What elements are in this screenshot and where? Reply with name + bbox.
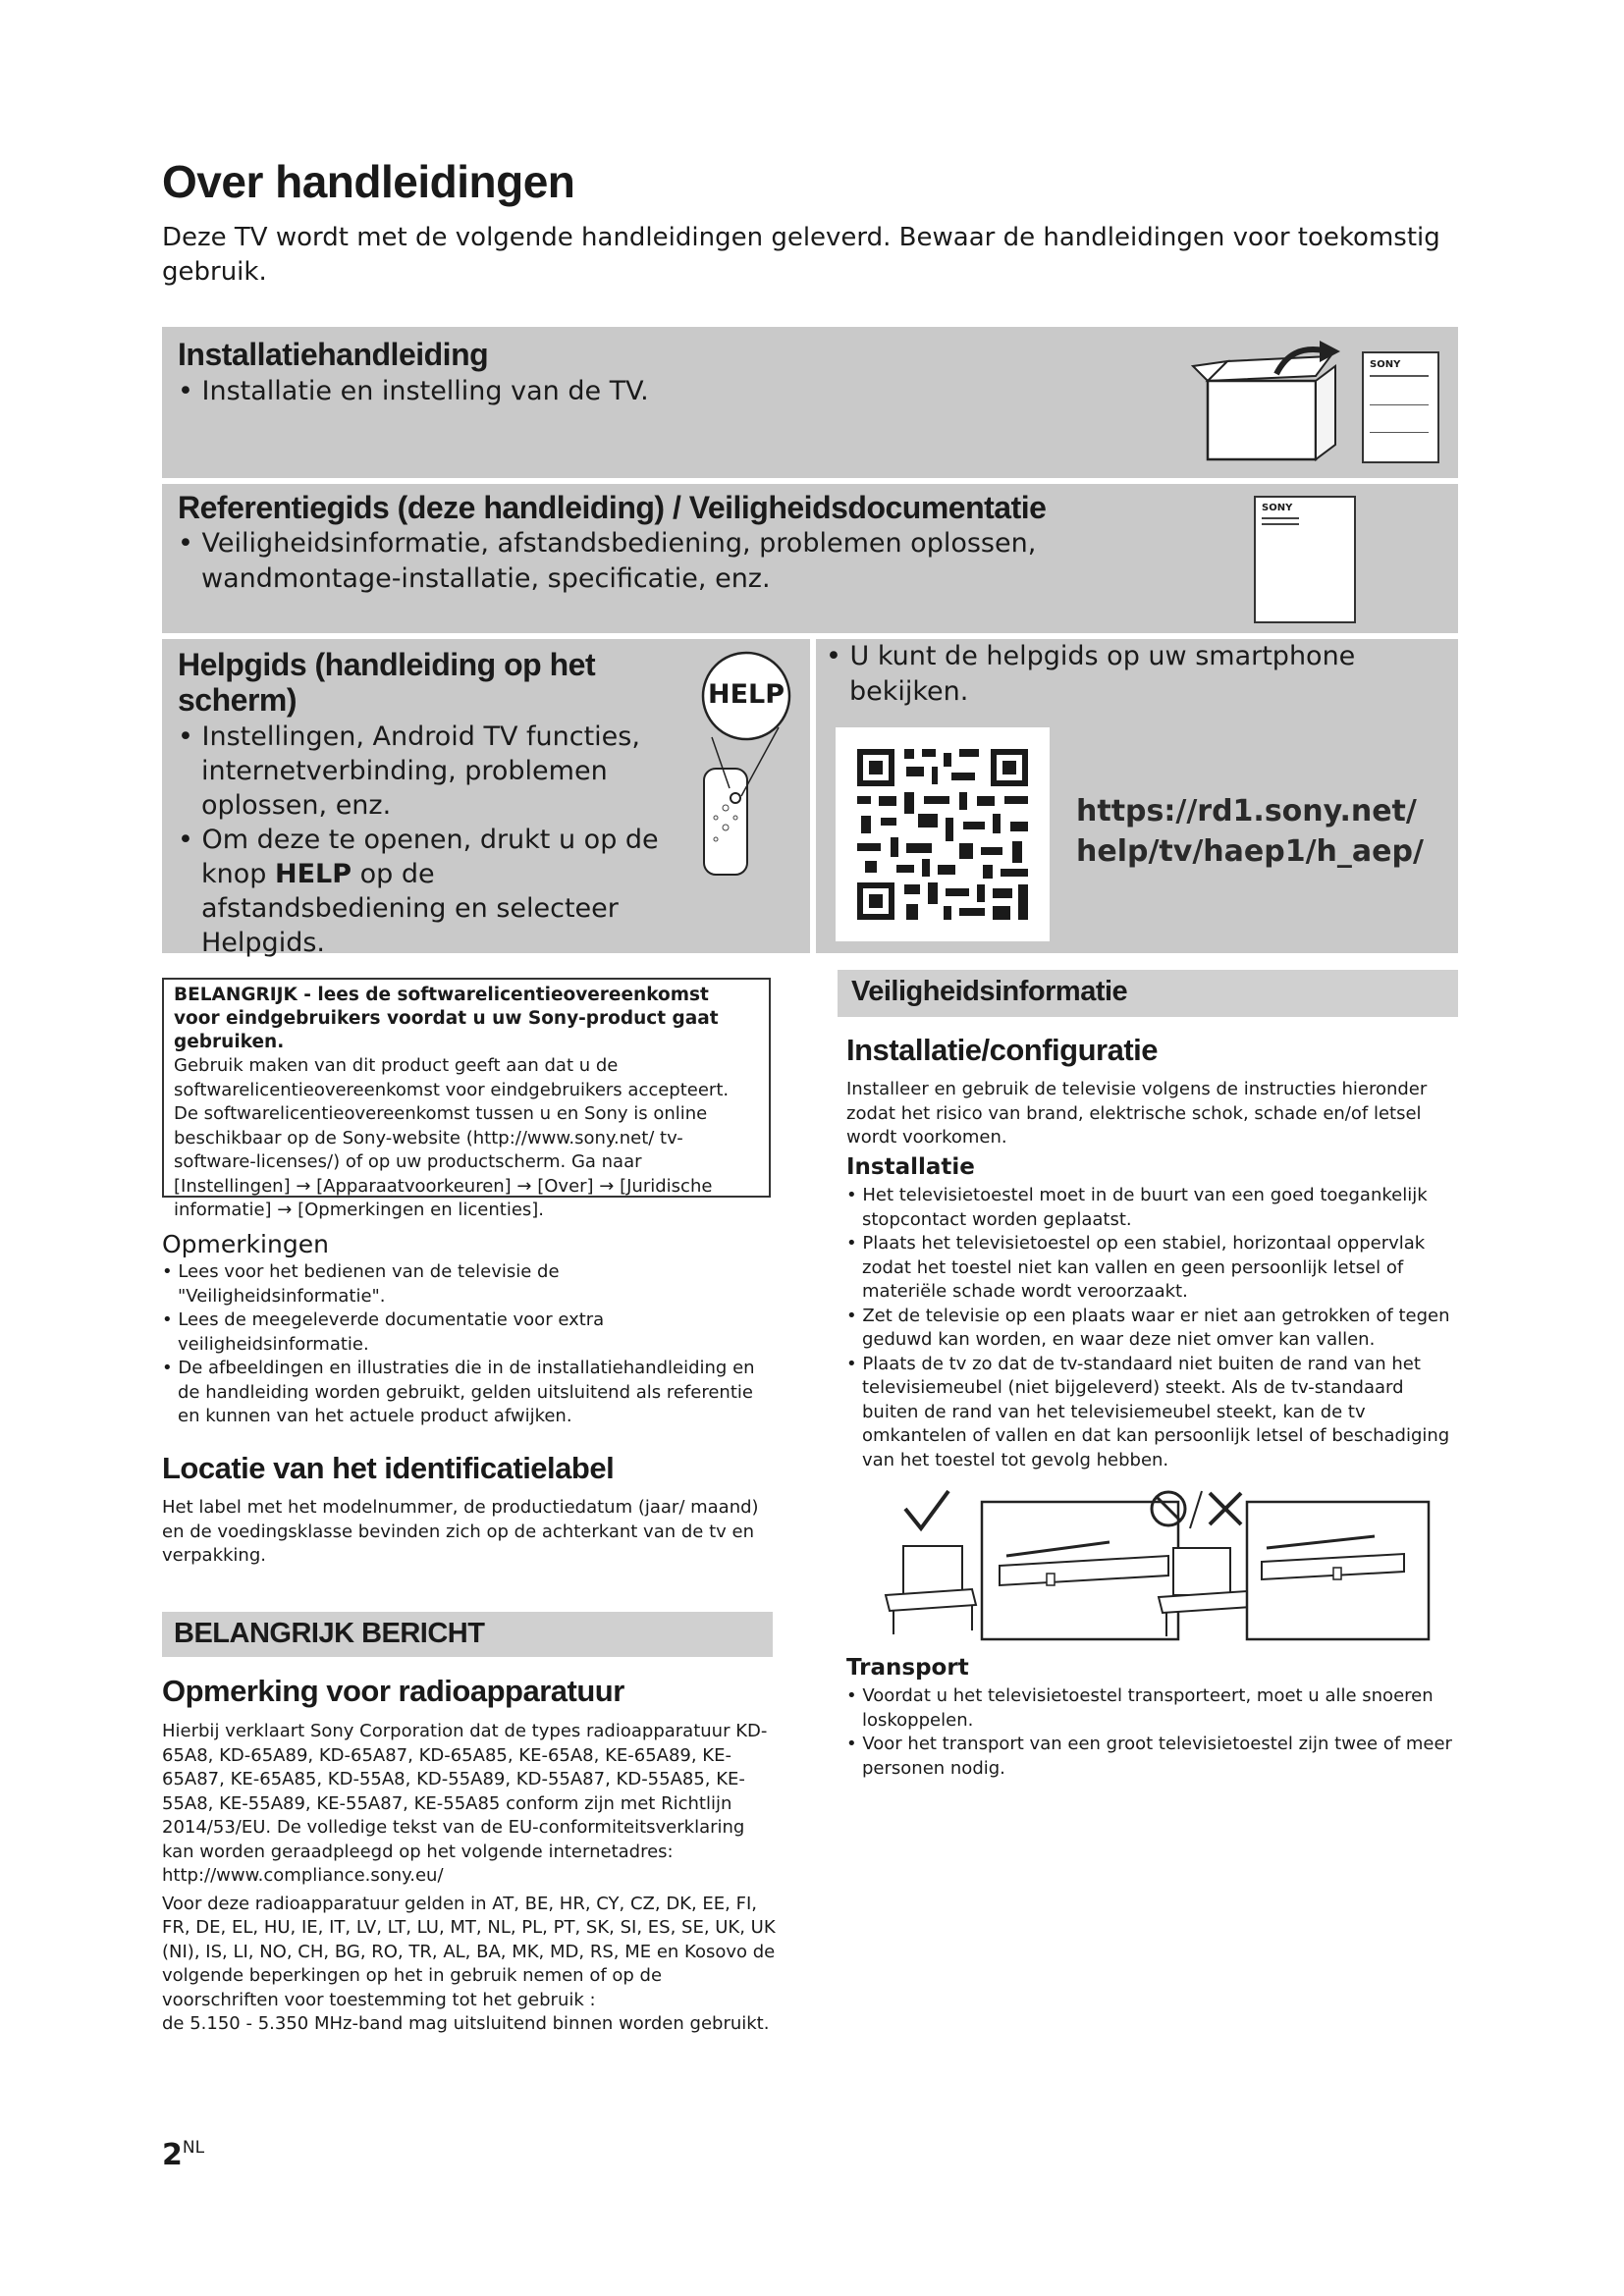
help-button-label: HELP <box>707 679 785 710</box>
tv-placement-illustration <box>874 1487 1434 1644</box>
license-notice-box <box>162 978 771 1220</box>
page-language: NL <box>182 2138 205 2158</box>
license-notice-p2: De softwarelicentieovereenkomst tussen u en Sony is online beschikbaar op de Sony-website (http://www.sony.net/ tv-software-licenses/) of op uw productscherm. Ga naar [Instellingen] → [Apparaatvoorkeuren] → [Over] → [Juridische informatie] → [Opmerkingen en licenties]. <box>174 1103 713 1220</box>
box-installatiehandleiding <box>162 327 1458 478</box>
helpgids-url-line1: https://rd1.sony.net/ <box>1076 794 1417 828</box>
notes-heading: Opmerkingen <box>162 1230 329 1258</box>
reference-guide-icon <box>1254 496 1356 623</box>
important-notice-bar <box>162 1612 773 1657</box>
radio-p3: de 5.150 - 5.350 MHz-band mag uitsluitend binnen worden gebruikt. <box>162 2013 770 2034</box>
box-installatiehandleiding-list <box>178 374 1061 409</box>
installatie-list <box>846 1184 1460 1472</box>
transport-subheading: Transport <box>846 1655 969 1681</box>
box-unpack-illustration <box>1188 337 1345 469</box>
list-item: • Lees de meegeleverde documentatie voor extra veiligheidsinformatie. <box>162 1309 605 1355</box>
box-referentiegids-heading: Referentiegids (deze handleiding) / Veiligheidsdocumentatie <box>178 490 1047 525</box>
list-item: • Lees voor het bedienen van de televisie de "Veiligheidsinformatie". <box>162 1261 560 1307</box>
list-item: • U kunt de helpgids op uw smartphone bekijken. <box>826 641 1356 707</box>
helpgids-url[interactable] <box>1076 791 1449 872</box>
safety-info-title: Veiligheidsinformatie <box>851 976 1128 1007</box>
label-location-text: Het label met het modelnummer, de productiedatum (jaar/ maand) en de voedingsklasse bevinden zich op de achterkant van de tv en verpakking. <box>162 1497 759 1566</box>
radio-p1: Hierbij verklaart Sony Corporation dat de types radioapparatuur KD-65A8, KD-65A89, KD-65A87, KD-65A85, KE-65A8, KE-65A89, KE-65A87, KE-65A85, KD-55A8, KD-55A89, KD-55A87, KD-55A85, KE-55A8, KE-55A89, KE-55A87, KE-55A85 conform zijn met Richtlijn 2014/53/EU. De volledige tekst van de EU-conformiteitsverklaring kan worden geraadpleegd op het volgende internetadres: http://www.compliance.sony.eu/ <box>162 1721 768 1886</box>
list-item: • Installatie en instelling van de TV. <box>178 376 649 406</box>
box-referentiegids-list <box>178 526 1042 597</box>
check-icon <box>905 1491 948 1528</box>
qr-code <box>836 727 1050 941</box>
safety-info-bar <box>838 970 1458 1017</box>
sony-logo: SONY <box>1262 503 1293 513</box>
helpgids-url-line2: help/tv/haep1/h_aep/ <box>1076 834 1424 869</box>
remote-help-illustration <box>692 651 800 877</box>
list-item: • Instellingen, Android TV functies, internetverbinding, problemen oplossen, enz. <box>178 721 640 821</box>
box-smartphone-qr <box>816 639 1458 953</box>
transport-list <box>846 1684 1460 1781</box>
box-installatiehandleiding-heading: Installatiehandleiding <box>178 337 489 372</box>
sony-logo: SONY <box>1370 359 1401 370</box>
list-item: • Om deze te openen, drukt u op de knop HELP op de afstandsbediening en selecteer Helpgids. <box>178 825 659 958</box>
intro-text: Deze TV wordt met de volgende handleidingen geleverd. Bewaar de handleidingen voor toekomstig gebruik. <box>162 223 1440 287</box>
list-item: • Plaats de tv zo dat de tv-standaard niet buiten de rand van het televisiemeubel (niet bijgeleverd) steekt. Als de tv-standaard buiten de rand van het televisiemeubel steekt, kan de tv omkantelen of vallen en dat kan persoonlijk letsel of beschadiging van het toestel tot gevolg hebben. <box>846 1353 1450 1470</box>
license-notice-bold: BELANGRIJK - lees de softwarelicentieovereenkomst voor eindgebruikers voordat u uw Sony-product gaat gebruiken. <box>174 985 719 1052</box>
list-item: • Plaats het televisietoestel op een stabiel, horizontaal oppervlak zodat het toestel niet kan vallen en geen persoonlijk letsel of materiële schade wordt veroorzaakt. <box>846 1233 1426 1302</box>
notes-list <box>162 1260 771 1429</box>
installation-guide-icon <box>1362 351 1439 463</box>
installation-config-heading: Installatie/configuratie <box>846 1033 1159 1067</box>
list-item: • Het televisietoestel moet in de buurt van een goed toegankelijk stopcontact worden geplaatst. <box>846 1185 1428 1230</box>
radio-text <box>162 1720 781 2037</box>
box-helpgids <box>162 639 810 958</box>
list-item: • Zet de televisie op een plaats waar er niet aan getrokken of tegen geduwd kan worden, en waar deze niet omver kan vallen. <box>846 1305 1450 1350</box>
box-helpgids-list <box>178 720 678 960</box>
license-notice-p1: Gebruik maken van dit product geeft aan dat u de softwarelicentieovereenkomst voor eindgebruikers accepteert. <box>174 1055 730 1100</box>
radio-p2: Voor deze radioapparatuur gelden in AT, BE, HR, CY, CZ, DK, EE, FI, FR, DE, EL, HU, IE, IT, LV, LT, LU, MT, NL, PL, PT, SK, SI, ES, SE, UK, UK (NI), IS, LI, NO, CH, BG, RO, TR, AL, BA, MK, MD, RS, ME en Kosovo de volgende beperkingen op het in gebruik nemen of op de voorschriften voor toestemming tot het gebruik : <box>162 1893 776 2010</box>
label-location-heading: Locatie van het identificatielabel <box>162 1451 615 1485</box>
list-item: • Voor het transport van een groot televisietoestel zijn twee of meer personen nodig. <box>846 1734 1452 1779</box>
box-smartphone-list <box>826 639 1376 710</box>
page-title: Over handleidingen <box>162 156 575 207</box>
list-item: • De afbeeldingen en illustraties die in de installatiehandleiding en de handleiding worden gebruikt, gelden uitsluitend als referentie en kunnen van het actuele product afwijken. <box>162 1358 755 1426</box>
list-item: • Veiligheidsinformatie, afstandsbediening, problemen oplossen, wandmontage-installatie, specificatie, enz. <box>178 528 1037 594</box>
radio-heading: Opmerking voor radioapparatuur <box>162 1674 624 1708</box>
installatie-subheading: Installatie <box>846 1154 975 1180</box>
installation-config-intro: Installeer en gebruik de televisie volgens de instructies hieronder zodat het risico van brand, elektrische schok, schade en/of letsel wordt voorkomen. <box>846 1079 1428 1148</box>
page-number: $2^{NL}$ <box>162 2138 205 2172</box>
important-notice-title: BELANGRIJK BERICHT <box>174 1618 485 1649</box>
box-helpgids-heading: Helpgids (handleiding op het scherm) <box>178 647 596 718</box>
box-referentiegids <box>162 484 1458 633</box>
list-item: • Voordat u het televisietoestel transporteert, moet u alle snoeren loskoppelen. <box>846 1685 1434 1731</box>
